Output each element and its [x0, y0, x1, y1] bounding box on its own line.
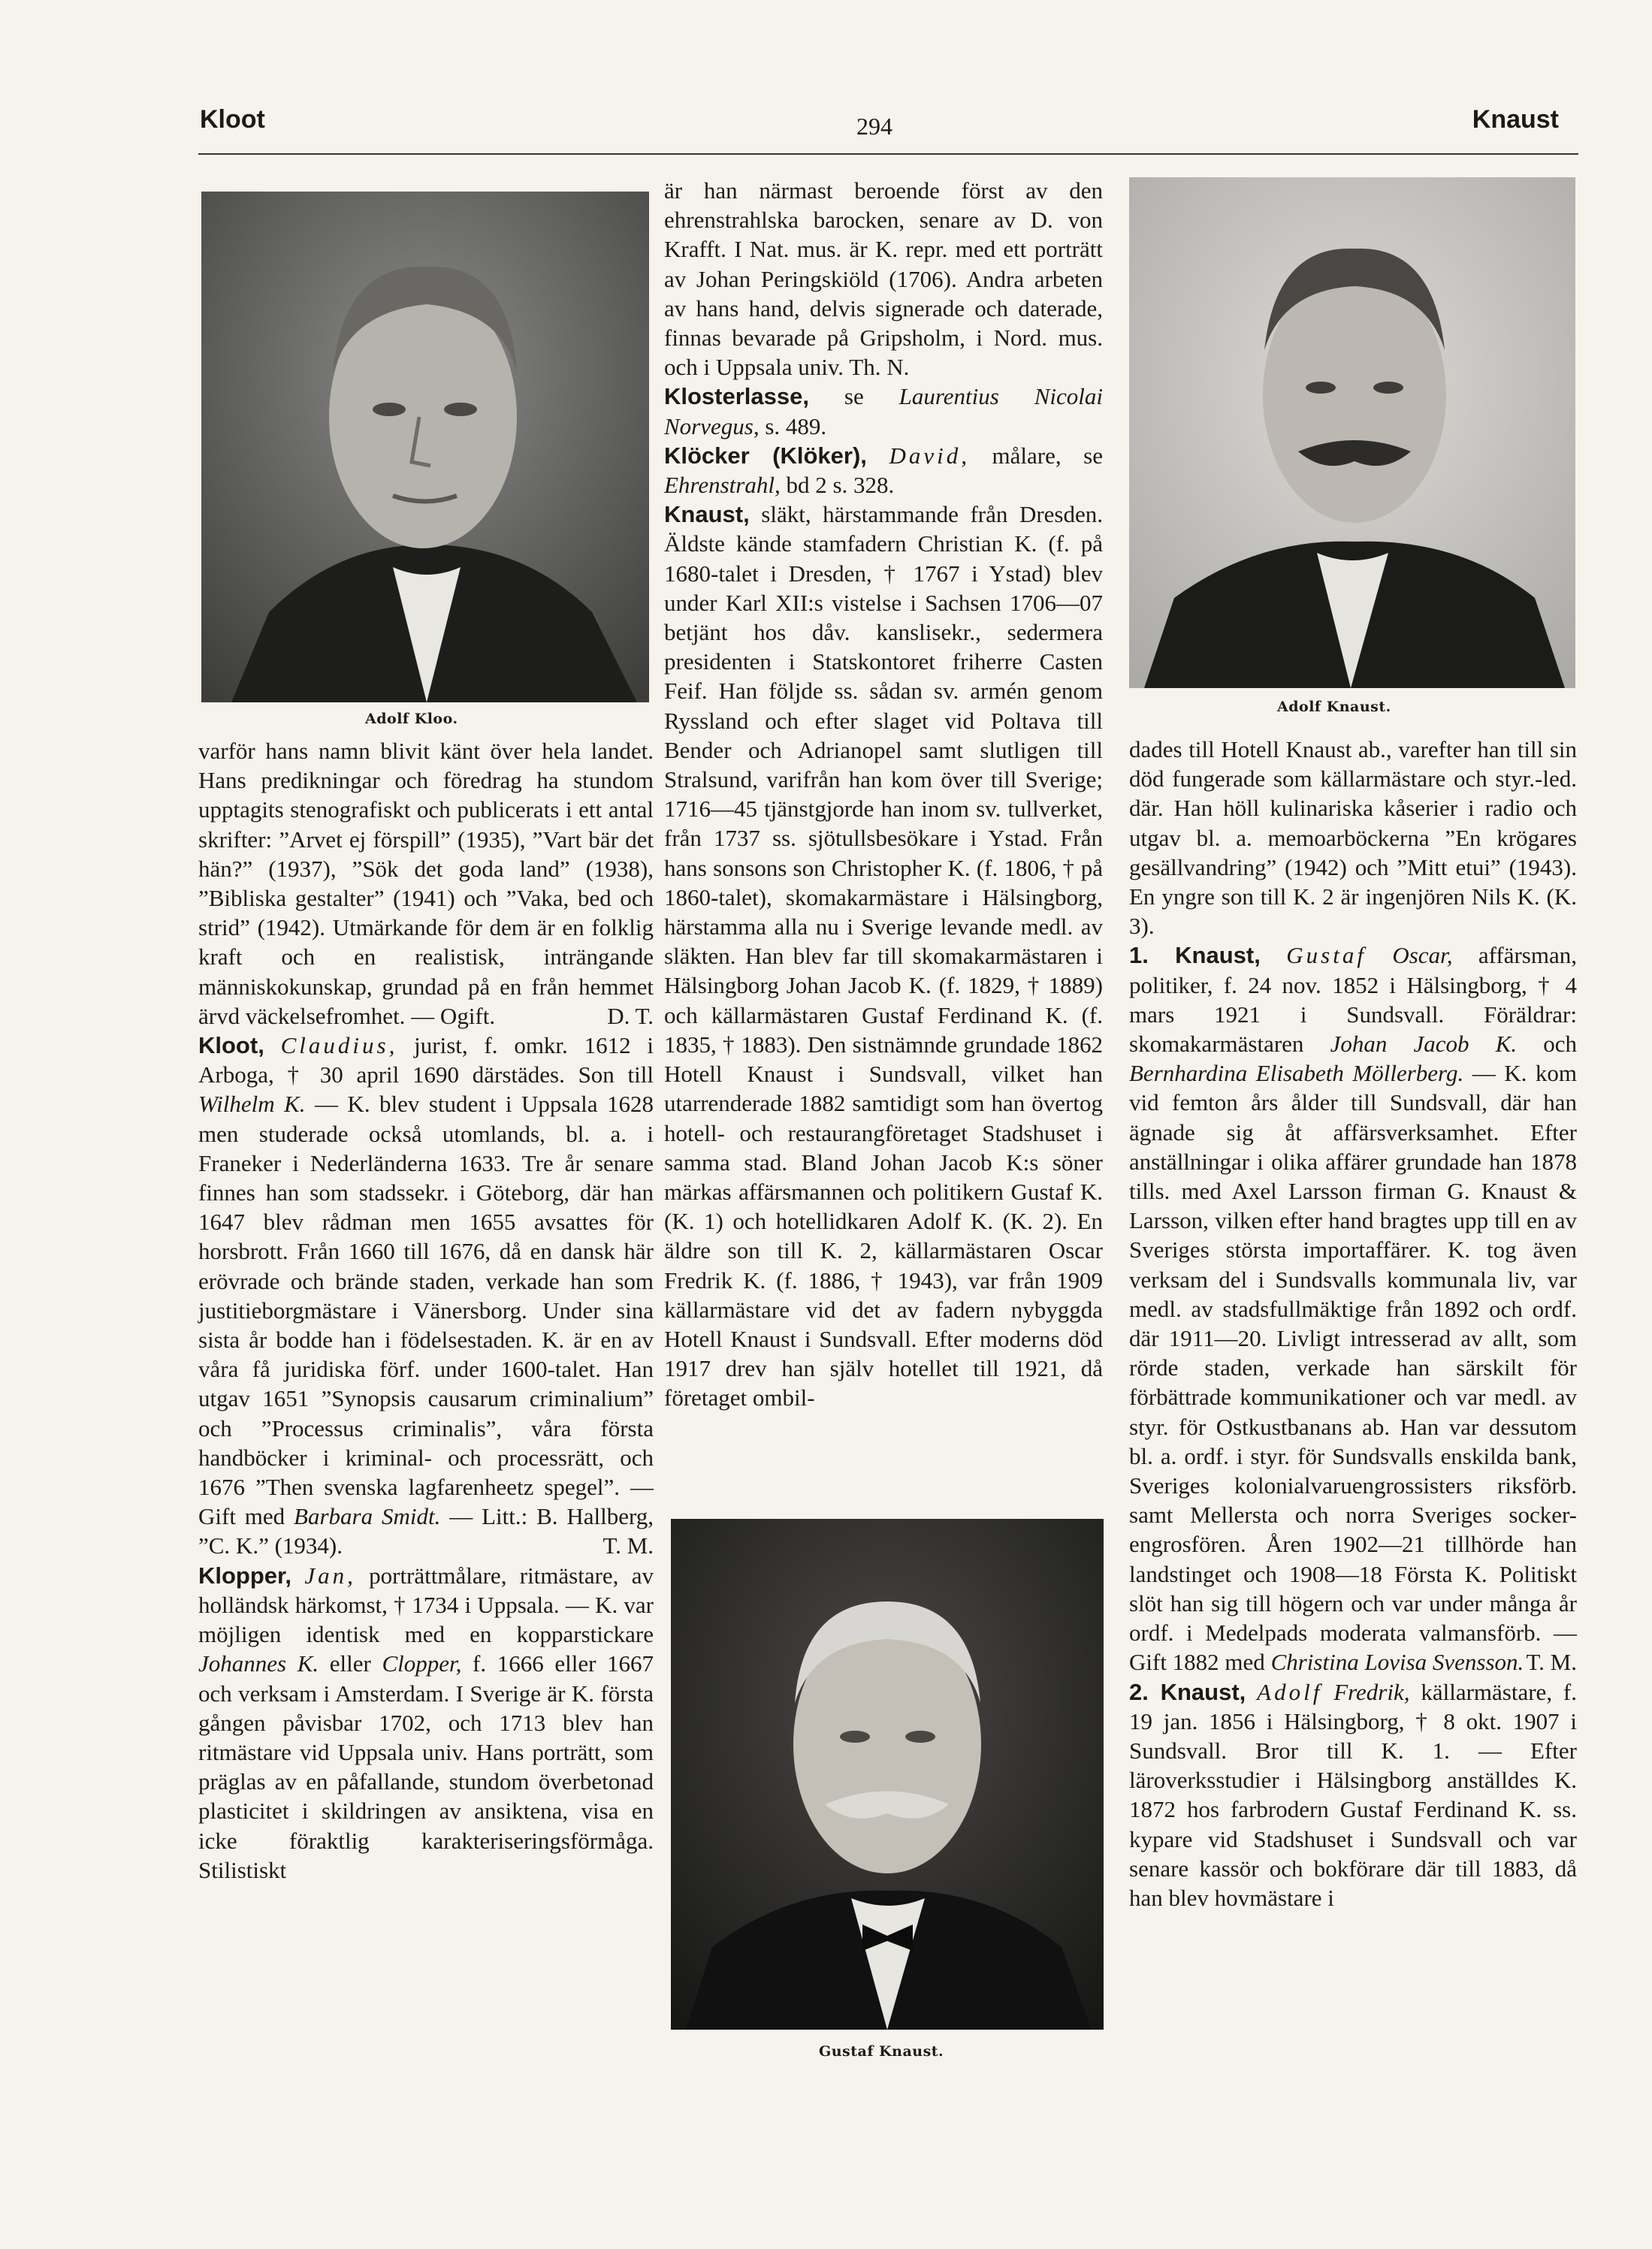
headword: 1. Knaust,: [1129, 942, 1261, 969]
running-head-left: Kloot: [200, 105, 265, 134]
running-head-right: Knaust: [1472, 105, 1559, 134]
signature: Th. N.: [849, 354, 910, 381]
entry-klosterlasse: Klosterlasse, se Laurentius Nicolai Norvegus, s. 489.: [664, 383, 1104, 439]
entry-kloot: Kloot, Claudius, jurist, f. omkr. 1612 i Arboga, † 30 april 1690 därstädes. Son till Wilhelm K. — K. blev student i Uppsala 1628 men studerade också utomlands, bl. a. i Franeker i Nederländerna 1633. Tre år senare finnes han som stadssekr. i Göteborg, där han 1647 blev rådman men 1655 avsattes för horsbrott. Från 1660 till 1676, då en dansk här erövrade och brände staden, verkade han som justitieborgmästare i Vänersborg. Under sina sista år bodde han i födelsestaden. K. är en av våra få juridiska förf. under 1600-talet. Han utgav 1651 ”Synopsis causarum criminalium” och ”Processus criminalis”, våra första handböcker i kriminal- och processrätt, och 1676 ”Then svenska lagfarenheetz spegel”. — Gift med Barbara Smidt. — Litt.: B. Hallberg, ”C. K.” (1934). T. M.: [198, 1031, 654, 1561]
klopper-article-end: är han närmast beroende först av den ehrenstrahlska barocken, senare av D. von Krafft. I Nat. mus. är K. repr. med ett porträtt av Johan Peringskiöld (1706). Andra arbeten av hans hand, delvis signerade och daterade, finnas bevarade på Gripsholm, i Nord. mus. och i Uppsala univ. Th. N.: [664, 177, 1103, 381]
portrait-photo-kloo: [201, 192, 649, 702]
entry-knaust-family: Knaust, släkt, härstammande från Dresden. Äldste kände stamfadern Christian K. (f. på 1680-talet i Dresden, † 1767 i Ystad) blev under Karl XII:s vistelse i Sachsen 1706—07 betjänt hos dåv. kanslisekr., sedermera presidenten i Statskontoret friherre Casten Feif. Han följde ss. sådan sv. armén genom Ryssland och efter slaget vid Poltava till Bender och Adrianopel samt slutligen till Stralsund, varifrån han kom över till Sverige; 1716—45 tjänstgjorde han inom sv. tullverket, från 1737 ss. sjötullsbesökare i Ystad. Från hans sonsons son Christopher K. (f. 1806, † på 1860-talet), skomakarmästare i Hälsingborg, härstamma alla nu i Sverige levande medl. av släkten. Han blev far till skomakarmästaren i Hälsingborg Johan Jacob K. (f. 1829, † 1889) och källarmästaren Gustaf Ferdinand K. (f. 1835, † 1883). Den sistnämnde grundade 1862 Hotell Knaust i Sundsvall, vilket han utarrenderade 1882 samtidigt som han övertog hotell- och restaurangföretaget Stadshuset i samma stad. Bland Johan Jacob K:s söner märkas affärsmannen och politikern Gustaf K. (K. 1) och hotellidkaren Adolf K. (K. 2). En äldre son till K. 2, källarmästaren Oscar Fredrik K. (f. 1886, † 1943), var från 1909 källarmästare vid det av fadern nybyggda Hotell Knaust i Sundsvall. Efter moderns död 1917 drev han själv hotellet till 1921, då företaget ombil-: [664, 501, 1103, 1411]
headword: 2. Knaust,: [1129, 1678, 1246, 1705]
headword: Klöcker (Klöker),: [664, 442, 867, 469]
signature: T. M.: [603, 1532, 654, 1559]
headword: Klopper,: [198, 1562, 292, 1589]
caption-adolf-knaust: Adolf Knaust.: [1277, 699, 1391, 715]
page-number: 294: [856, 113, 892, 140]
headword: Knaust,: [664, 501, 750, 528]
headword: Klosterlasse,: [664, 383, 809, 410]
entry-klopper: Klopper, Jan, porträttmålare, ritmästare, av holländsk härkomst, † 1734 i Uppsala. — K. var möjligen identisk med en kopparstickare Johannes K. eller Clopper, f. 1666 eller 1667 och verksam i Amsterdam. I Sverige är K. första gången påvisbar 1702, och 1713 blev han ritmästare vid Uppsala univ. Hans porträtt, som präglas av en påfallande, stundom överbetonad plasticitet i skildringen av ansiktena, visa en icke föraktlig karakteriseringsförmåga. Stilistiskt: [198, 1562, 654, 1883]
text-column-3: [1129, 735, 1577, 1912]
portrait-photo-gustaf-knaust: [671, 1519, 1104, 2030]
header-rule: [198, 153, 1578, 155]
signature: T. M.: [1526, 1649, 1577, 1676]
entry-adolf-knaust: 2. Knaust, Adolf Fredrik, källarmästare, f. 19 jan. 1856 i Hälsingborg, † 8 okt. 1907 i Sundsvall. Bror till K. 1. — Efter läroverksstudier i Hälsingborg anställdes K. 1872 hos farbrodern Gustaf Ferdinand K. ss. kypare vid Stadshuset i Sundsvall och var senare kassör och bokförare där till 1883, då han blev hovmästare i: [1129, 1678, 1578, 1911]
text-column-2: [664, 176, 1103, 1413]
portrait-photo-adolf-knaust: [1129, 177, 1575, 688]
entry-gustaf-knaust: 1. Knaust, Gustaf Oscar, affärsman, politiker, f. 24 nov. 1852 i Hälsingborg, † 4 mars 1921 i Sundsvall. Föräldrar: skomakarmästaren Johan Jacob K. och Bernhardina Elisabeth Möllerberg. — K. kom vid femton års ålder till Sundsvall, där han ägnade sig åt affärsverksamhet. Efter anställningar i olika affärer grundade han 1878 tills. med Axel Larsson firman G. Knaust & Larsson, vilken efter hand bragtes upp till en av Sveriges största importaffärer. K. tog även verksam del i Sundsvalls kommunala liv, var medl. av stadsfullmäktige från 1892 och ordf. där 1911—20. Livligt intresserad av allt, som rörde staden, verkade han särskilt för förbättrade kommunikationer och var medl. av styr. för Ostkustbanans ab. Han var dessutom bl. a. ordf. i styr. för Sundsvalls enskilda bank, Sveriges kolonialvaruengrossisters riksförb. samt Mellersta och norra Sveriges socker-engrosfören. Åren 1902—21 tillhörde han landstinget och 1908—18 Första K. Politiskt slöt han sig till högern och var under många år ordf. i Medelpads moderata valmansförb. — Gift 1882 med Christina Lovisa Svensson. T. M.: [1129, 940, 1577, 1677]
kloo-article-end: varför hans namn blivit känt över hela landet. Hans predikningar och föredrag ha stundom upptagits stenografiskt och publicerats i ett antal skrifter: ”Arvet ej förspill” (1935), ”Vart bär det hän?” (1937), ”Sök det goda land” (1938), ”Bibliska gestalter” (1941) och ”Vaka, bed och strid” (1942). Utmärkande för dem är en folklig kraft och en realistisk, inträngande människokunskap, grundad på en från hemmet ärvd väckelsefromhet. — Ogift. D. T.: [198, 736, 654, 1031]
entry-klocker: Klöcker (Klöker), David, målare, se Ehrenstrahl, bd 2 s. 328.: [664, 442, 1103, 499]
text-column-1: [198, 736, 654, 1885]
knaust-family-end: dades till Hotell Knaust ab., varefter han till sin död fungerade som källarmästare och styr.-led. där. Han höll kulinariska kåserier i radio och utgav bl. a. memoarböckerna ”En krögares gesällvandring” (1942) och ”Mitt etui” (1943). En yngre son till K. 2 är ingenjören Nils K. (K. 3).: [1129, 736, 1577, 940]
headword: Kloot,: [198, 1032, 264, 1059]
caption-kloo: Adolf Kloo.: [365, 711, 458, 727]
caption-gustaf-knaust: Gustaf Knaust.: [819, 2043, 944, 2060]
signature: D. T.: [607, 1002, 654, 1029]
